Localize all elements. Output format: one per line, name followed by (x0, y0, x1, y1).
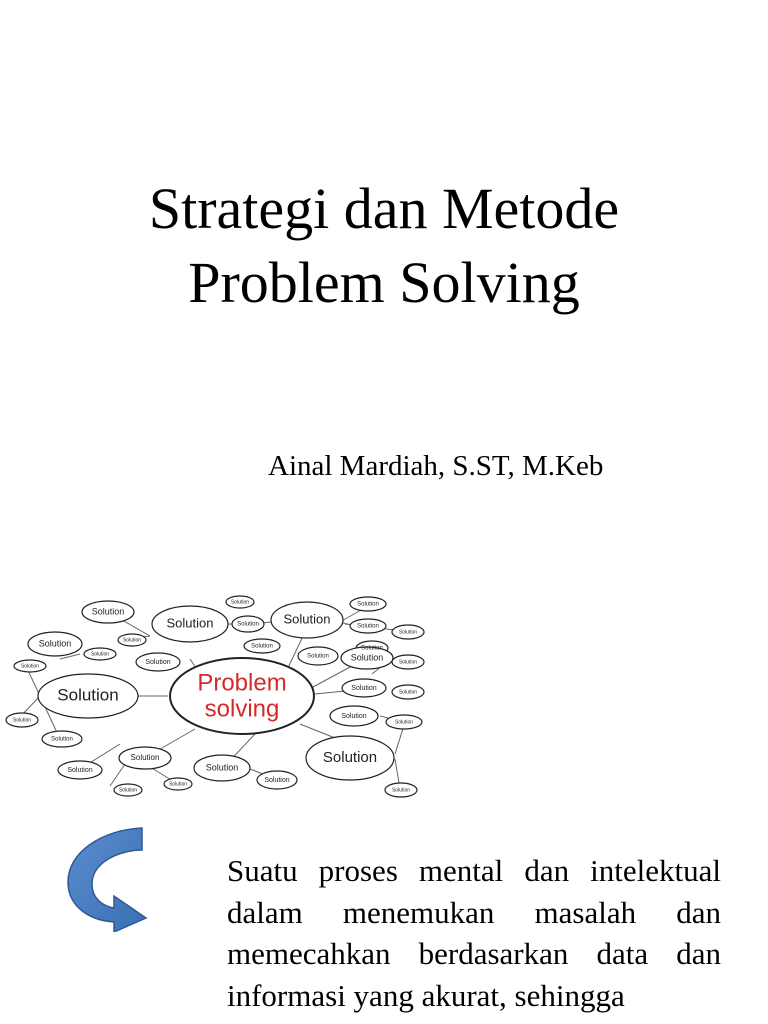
solution-label: Solution (264, 776, 290, 784)
solution-label: Solution (205, 762, 239, 773)
title-line-1: Strategi dan Metode (148, 176, 620, 241)
solution-label: Solution (130, 753, 160, 763)
author-name: Ainal Mardiah, S.ST, M.Keb (268, 450, 604, 482)
solution-label: Solution (12, 717, 32, 724)
solution-label: Solution (361, 645, 383, 652)
center-label-line-2: solving (204, 695, 280, 723)
solution-label: Solution (230, 599, 250, 606)
solution-label: Solution (307, 653, 329, 660)
solution-label: Solution (38, 638, 72, 649)
problem-solving-mindmap-image (0, 584, 440, 808)
solution-label: Solution (341, 712, 367, 720)
solution-label: Solution (398, 689, 418, 696)
solution-label: Solution (57, 685, 119, 705)
curved-arrow-icon (62, 822, 152, 932)
solution-label: Solution (283, 611, 331, 627)
solution-label: Solution (168, 781, 188, 788)
solution-label: Solution (357, 623, 379, 630)
slide-title (0, 172, 768, 320)
solution-label: Solution (322, 748, 378, 766)
solution-label: Solution (357, 601, 379, 608)
solution-label: Solution (350, 652, 384, 663)
solution-label: Solution (398, 629, 418, 636)
definition-paragraph: Suatu proses mental dan intelektual dalam menemukan masalah dan memecahkan berdasarkan data dan informasi yang akurat, sehingga (227, 853, 721, 1013)
solution-label: Solution (20, 663, 40, 670)
solution-label: Solution (67, 766, 93, 774)
solution-label: Solution (391, 787, 411, 794)
solution-label: Solution (91, 606, 125, 617)
center-labels (197, 669, 286, 722)
solution-label: Solution (145, 658, 171, 666)
solution-label: Solution (351, 684, 377, 692)
title-line-2: Problem Solving (188, 250, 580, 315)
solution-label: Solution (166, 615, 214, 631)
solution-label: Solution (118, 787, 138, 794)
solution-label: Solution (251, 643, 273, 650)
solution-label: Solution (122, 637, 142, 644)
solution-label: Solution (51, 736, 73, 743)
center-label-line-1: Problem (197, 669, 287, 697)
solution-label: Solution (398, 659, 418, 666)
solution-label: Solution (90, 651, 110, 658)
solution-label: Solution (394, 719, 414, 726)
solution-label: Solution (237, 621, 259, 628)
